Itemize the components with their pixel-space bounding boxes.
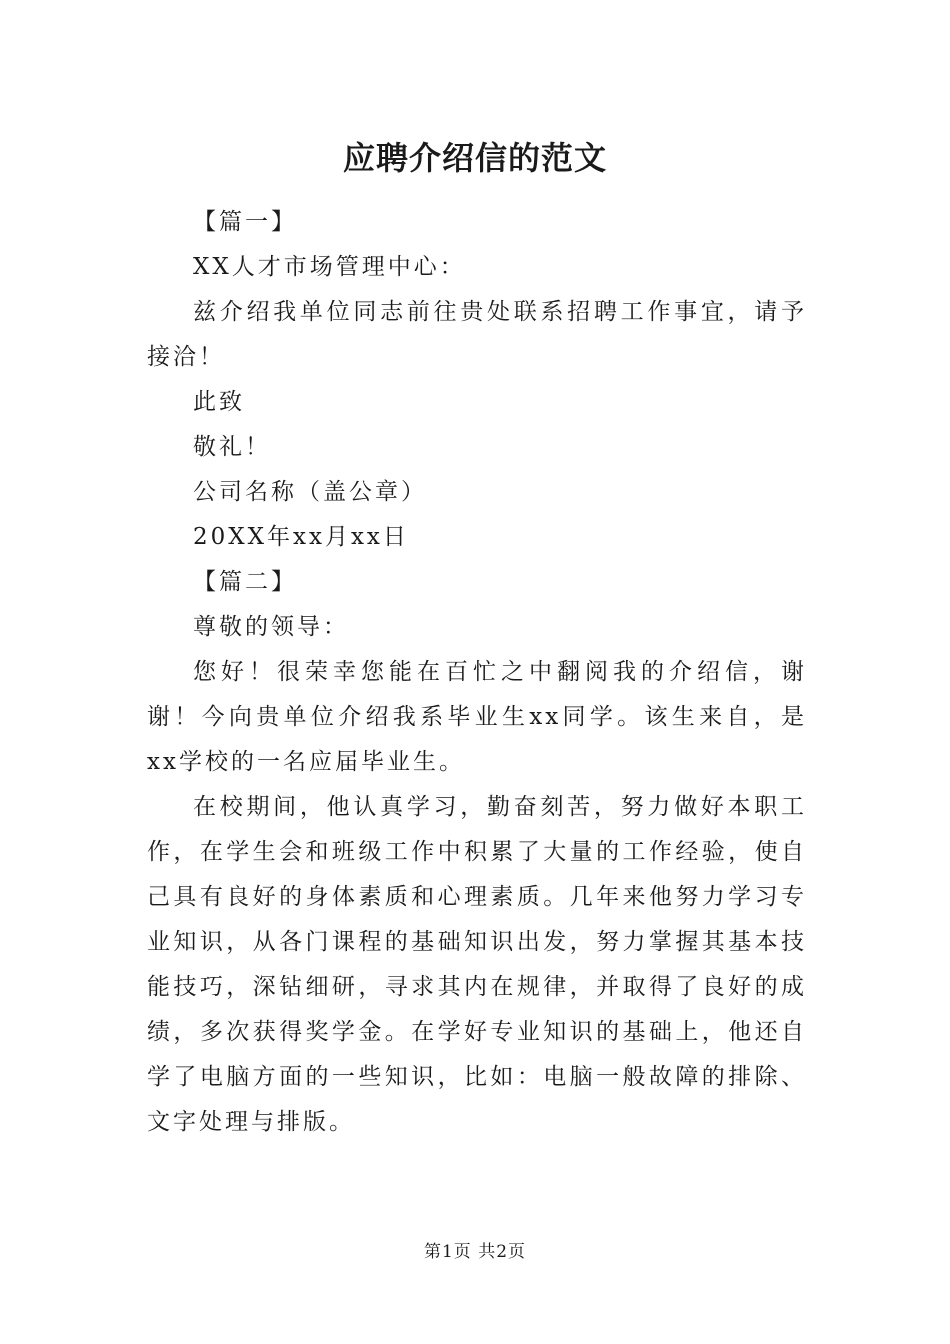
section-heading-2: 【篇二】 [193, 569, 297, 595]
document-title: 应聘介绍信的范文 [342, 139, 607, 177]
document-body [147, 200, 807, 1145]
page-number-footer: 第1页 共2页 [423, 1242, 527, 1262]
section-heading-1: 【篇一】 [193, 209, 297, 235]
paragraph: 在校期间，他认真学习，勤奋刻苦，努力做好本职工作，在学生会和班级工作中积累了大量的工作经验，使自己具有良好的身体素质和心理素质。几年来他努力学习专业知识，从各门课程的基础知识出发，努力掌握其基本技能技巧，深钻细研，寻求其内在规律，并取得了良好的成绩，多次获得奖学金。在学好专业知识的基础上，他还自学了电脑方面的一些知识，比如：电脑一般故障的排除、文字处理与排版。 [147, 794, 807, 1135]
salutation-1: XX人才市场管理中心： [193, 254, 466, 280]
paragraph: 您好！很荣幸您能在百忙之中翻阅我的介绍信，谢谢！今向贵单位介绍我系毕业生xx同学。该生来自，是xx学校的一名应届毕业生。 [147, 659, 807, 775]
signature-company: 公司名称（盖公章） [193, 479, 427, 505]
paragraph: 兹介绍我单位同志前往贵处联系招聘工作事宜，请予接洽！ [147, 299, 807, 370]
signature-date: 20XX年xx月xx日 [193, 524, 409, 550]
closing-line: 此致 [193, 389, 245, 415]
closing-regards: 敬礼！ [193, 434, 271, 460]
salutation-2: 尊敬的领导： [193, 614, 349, 640]
